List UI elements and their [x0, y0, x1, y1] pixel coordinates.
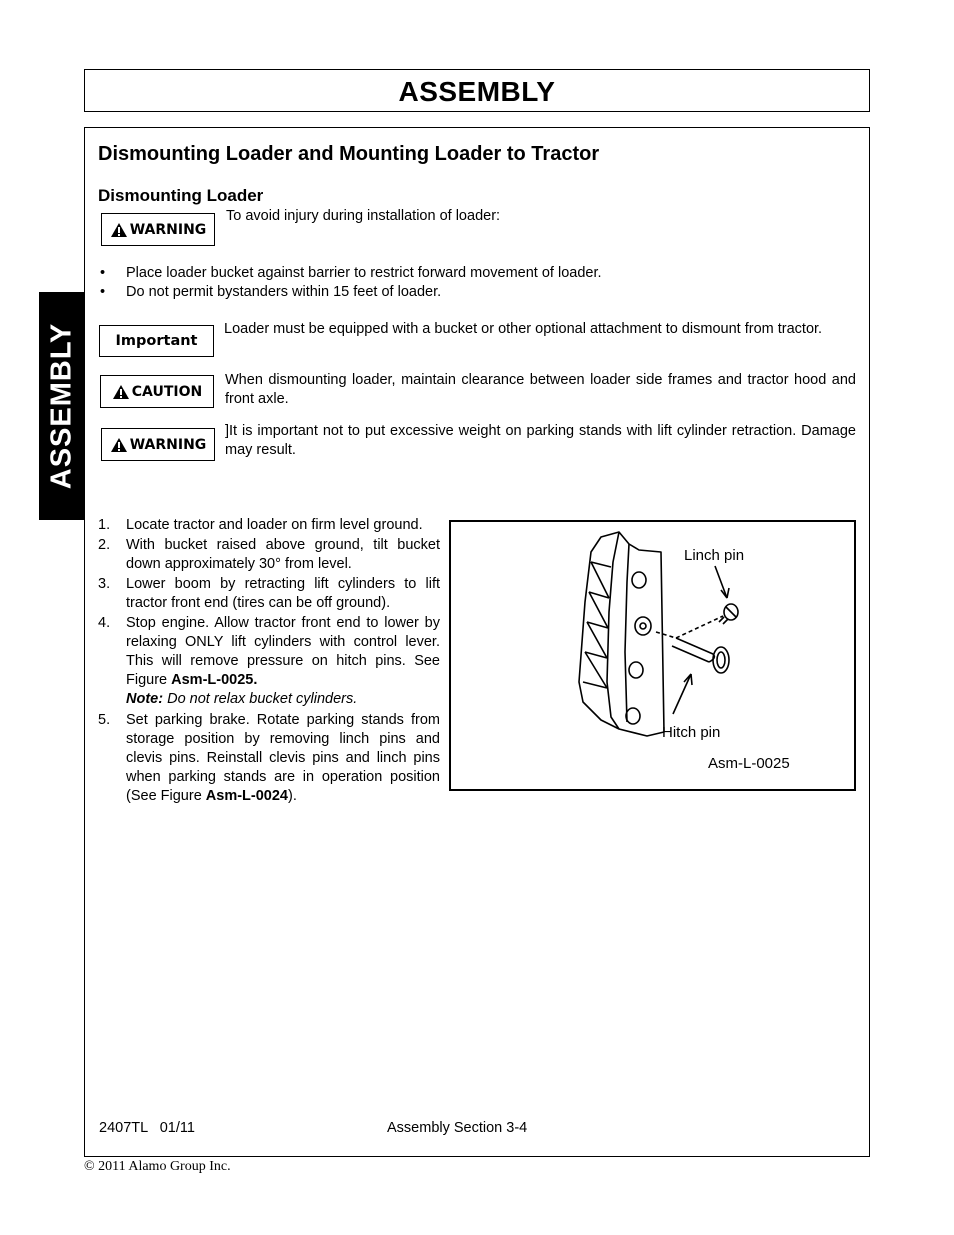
footer-model: 2407TL 01/11 [99, 1120, 195, 1136]
important-label-text: Important [115, 333, 198, 349]
warning-triangle-icon [110, 222, 128, 238]
warning-label-text: WARNING [129, 436, 207, 453]
important-text: Loader must be equipped with a bucket or other optional attachment to dismount from tractor. [224, 321, 823, 337]
caution-text: When dismounting loader, maintain clearance between loader side frames and tractor hood and front axle. [225, 372, 856, 407]
note-text: Do not relax bucket cylinders. [163, 691, 358, 707]
step-number: 2. [98, 537, 111, 553]
section-subtitle: Dismounting Loader [98, 186, 264, 205]
side-tab [39, 292, 85, 520]
step-tail: ). [288, 788, 297, 804]
figure-reference: Asm-L-0024 [205, 788, 288, 804]
warning-text-1: To avoid injury during installation of loader: [226, 208, 501, 224]
figure-id-label: Asm-L-0025 [708, 755, 790, 772]
caution-label-text: CAUTION [131, 383, 203, 400]
caution-label [100, 375, 214, 408]
warning-triangle-icon [110, 437, 128, 453]
list-item [98, 536, 440, 574]
warning-label-2 [101, 428, 215, 461]
step-text: With bucket raised above ground, tilt bucket down approximately 30° from level. [126, 537, 440, 572]
bullet-mark: • [100, 284, 106, 300]
list-item [98, 283, 798, 302]
bullet-text: Place loader bucket against barrier to restrict forward movement of loader. [126, 265, 602, 281]
step-number: 4. [98, 615, 111, 631]
step-number: 5. [98, 712, 111, 728]
linch-pin-label: Linch pin [684, 547, 745, 564]
step-text: Locate tractor and loader on firm level ground. [126, 517, 423, 533]
figure-reference: Asm-L-0025. [171, 672, 258, 688]
hitch-pin-label: Hitch pin [662, 724, 721, 741]
hitch-bracket-illustration [451, 522, 854, 789]
bullet-text: Do not permit bystanders within 15 feet of loader. [126, 284, 442, 300]
important-label [99, 325, 214, 357]
list-item [98, 264, 798, 283]
figure-asm-l-0025 [449, 520, 856, 791]
copyright: © 2011 Alamo Group Inc. [84, 1159, 231, 1174]
caution-triangle-icon [112, 384, 130, 400]
list-item [98, 614, 440, 709]
header-box [84, 69, 870, 112]
step-body [126, 711, 440, 806]
list-item [98, 516, 440, 535]
step-text: Lower boom by retracting lift cylinders to lift tractor front end (tires can be off ground). [126, 576, 440, 611]
list-item [98, 575, 440, 613]
list-item [98, 711, 440, 806]
step-number: 1. [98, 517, 111, 533]
step-body [126, 614, 440, 709]
footer-section: Assembly Section 3-4 [387, 1120, 528, 1136]
step-number: 3. [98, 576, 111, 592]
warning-label-1 [101, 213, 215, 246]
step-text: Set parking brake. Rotate parking stands from storage position by removing linch pins and clevis pins. Reinstall clevis pins and linch pins when parking stands are in operation position (See Figure [126, 712, 440, 804]
bullet-list [98, 264, 798, 302]
warning-text-2: ]It is important not to put excessive weight on parking stands with lift cylinder retraction. Damage may result. [225, 423, 856, 458]
step-text: Stop engine. Allow tractor front end to lower by relaxing ONLY lift cylinders with control lever. This will remove pressure on hitch pins. See Figure [126, 615, 440, 688]
note-label: Note: [126, 691, 164, 707]
section-title: Dismounting Loader and Mounting Loader to Tractor [98, 143, 600, 165]
bullet-mark: • [100, 265, 106, 281]
step-list [98, 516, 440, 807]
page-title: ASSEMBLY [398, 76, 556, 107]
side-tab-label: ASSEMBLY [45, 322, 78, 490]
warning-label-text: WARNING [129, 221, 207, 238]
